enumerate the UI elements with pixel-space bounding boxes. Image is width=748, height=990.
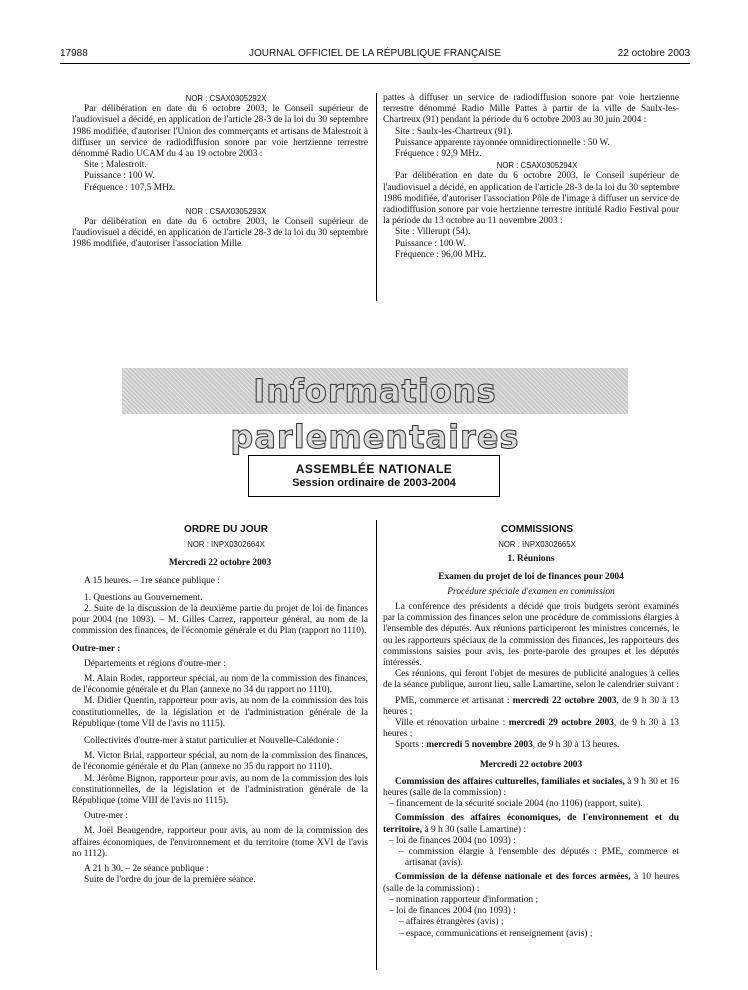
paragraph: La conférence des présidents a décidé que trois budgets seront examinés par la commission des finances selon une procédure de commissions élargies à l'ensemble des députés. Aux réunions participeront les ministres concernés, le ou les rapporteurs spéciaux de la commission des finances, les rapporteurs des commissions saisies pour avis, les porte-parole des groupes et les députés intéressés. — [383, 602, 679, 669]
commission-name: Commission des affaires économiques, de l'environnement et du territoire, — [383, 813, 679, 835]
schedule-budget: PME, commerce et artisanat : — [395, 695, 513, 706]
assembly-title: ASSEMBLÉE NATIONALE — [295, 462, 453, 476]
nor-reference: NOR : INPX0302665X — [498, 540, 576, 550]
commission-name: Commission de la défense nationale et des forces armées, — [395, 872, 631, 883]
seance-line: A 15 heures. – 1re séance publique : — [84, 575, 220, 586]
subheading: Outre-mer : — [72, 643, 121, 654]
puissance-line: Puissance : 100 W. — [395, 238, 466, 249]
commission-time: à 9 h 30 (salle Lamartine) : — [422, 824, 526, 835]
commission-item: – affaires étrangères (avis) ; — [399, 917, 504, 928]
commission-item: – commission élargie à l'ensemble des députés : PME, commerce et artisanat (avis). — [399, 847, 679, 869]
date-heading: Mercredi 22 octobre 2003 — [479, 759, 583, 770]
section-heading: COMMISSIONS — [500, 524, 574, 535]
page-number: 17988 — [60, 48, 88, 59]
section-heading: ORDRE DU JOUR — [184, 524, 268, 535]
commission-name: Commission des affaires culturelles, familiales et sociales, — [395, 776, 625, 787]
column-divider — [376, 93, 377, 301]
commission-item: – financement de la sécurité sociale 2004 (no 1106) (rapport, suite). — [389, 799, 643, 810]
commission-entry — [383, 777, 679, 799]
column-divider — [376, 520, 377, 970]
header-rule — [60, 63, 690, 64]
subsection-line: Outre-mer : — [84, 811, 128, 822]
commission-item: – loi de finances 2004 (no 1093) : — [389, 906, 516, 917]
commission-item: – espace, communications et renseignement (avis) ; — [399, 928, 593, 939]
paragraph: Ces réunions, qui feront l'objet de mesures de publicité analogues à celles de la séance publique, auront lieu, salle Lamartine, selon le calendrier suivant : — [383, 669, 679, 691]
site-line: Site : Villerupt (54). — [395, 227, 471, 238]
commission-item: – nomination rapporteur d'information ; — [389, 894, 539, 905]
subsection-heading: 1. Réunions — [507, 554, 555, 565]
agenda-item: 2. Suite de la discussion de la deuxième partie du projet de loi de finances pour 2004 (no 1093). – M. Gilles Carrez, rapporteur général, au nom de la commission des finances, de l'économie générale et du Plan (rapport no 1110). — [72, 604, 368, 637]
commission-item: – loi de finances 2004 (no 1093) : — [389, 835, 516, 846]
agenda-item: 1. Questions au Gouvernement. — [84, 592, 203, 603]
schedule-budget: Ville et rénovation urbaine : — [395, 718, 509, 729]
commission-time: à 9 h 30 et 16 heures (salle de la commission) : — [383, 776, 679, 799]
schedule-time: , de 9 h 30 à 13 heures ; — [383, 695, 679, 717]
commissions-column — [383, 524, 679, 940]
site-line: Site : Malestroit. — [84, 160, 147, 171]
schedule-line — [383, 718, 679, 740]
assembly-title-box — [248, 455, 500, 497]
commission-time: à 10 heures (salle de la commission) : — [383, 872, 679, 894]
examen-heading: Examen du projet de loi de finances pour 2004 — [438, 571, 624, 582]
rapporteur-entry: M. Victor Brial, rapporteur spécial, au nom de la commission des finances, de l'économie générale et du Plan (annexe no 35 du rapport no 1110). — [72, 751, 368, 773]
schedule-line — [383, 696, 679, 718]
procedure-heading: Procédure spéciale d'examen en commission — [447, 586, 615, 597]
date-heading: Mercredi 22 octobre 2003 — [168, 558, 272, 569]
frequence-line: Fréquence : 92,9 MHz. — [395, 149, 482, 160]
session-title: Session ordinaire de 2003-2004 — [292, 477, 456, 489]
seance-line: A 21 h 30. – 2e séance publique : — [84, 864, 209, 875]
section-banner: Informations parlementaires — [122, 368, 628, 414]
rapporteur-entry: M. Jérôme Bignon, rapporteur pour avis, au nom de la commission des lois constitutionnelles, de la législation et de l'administration générale de la République (tome VIII de l'avis no 1115). — [72, 773, 368, 807]
subsection-line: Départements et régions d'outre-mer : — [84, 658, 226, 669]
schedule-date: mercredi 5 novembre 2003 — [426, 740, 533, 751]
paragraph: Par délibération en date du 6 octobre 2003, le Conseil supérieur de l'audiovisuel a décidé, en application de l'article 28-3 de la loi du 30 septembre 1986 modifiée, d'autoriser l'association Mille — [72, 217, 368, 250]
agenda-item: Suite de l'ordre du jour de la première séance. — [84, 875, 256, 886]
top-left-column — [72, 93, 368, 251]
schedule-date: mercredi 29 octobre 2003 — [508, 718, 614, 729]
issue-date: 22 octobre 2003 — [617, 48, 690, 59]
subsection-line: Collectivités d'outre-mer à statut particulier et Nouvelle-Calédonie : — [84, 736, 339, 747]
paragraph: Par délibération en date du 6 octobre 2003, le Conseil supérieur de l'audiovisuel a décidé, en application de l'article 28-3 de la loi du 30 septembre 1986 modifiée, d'autoriser l'association Pôle de l'image à diffuser un service de radiodiffusion sonore par voie hertzienne terrestre intitulé Radio Festival pour la période du 13 octobre au 11 novembre 2003 : — [383, 171, 679, 227]
frequence-line: Fréquence : 96,00 MHz. — [395, 249, 487, 260]
commission-entry — [383, 813, 679, 835]
ordre-du-jour-column — [72, 524, 368, 886]
nor-reference: NOR : CSAX0305292X — [185, 94, 267, 103]
rapporteur-entry: M. Joël Beaugendre, rapporteur pour avis, au nom de la commission des affaires économiques, de l'environnement et du territoire (tome XVI de l'avis no 1112). — [72, 826, 368, 859]
nor-reference: NOR : CSAX0305294X — [496, 161, 578, 171]
journal-title: JOURNAL OFFICIEL DE LA RÉPUBLIQUE FRANÇAISE — [248, 48, 502, 59]
rapporteur-entry: M. Didier Quentin, rapporteur pour avis, au nom de la commission des lois constitutionnelles, de la législation et de l'administration générale de la République (tome VII de l'avis no 1115). — [72, 696, 368, 729]
paragraph: Par délibération en date du 6 octobre 2003, le Conseil supérieur de l'audiovisuel a décidé, en application de l'article 28-3 de la loi du 30 septembre 1986 modifiée, d'autoriser l'Union des commerçants et artisans de Malestroit à diffuser un service de radiodiffusion sonore par voie hertzienne terrestre dénommé Radio UCAM du 4 au 19 octobre 2003 : — [72, 104, 368, 160]
nor-reference: NOR : CSAX0305293X — [185, 206, 267, 216]
frequence-line: Fréquence : 107,5 MHz. — [84, 182, 176, 193]
nor-reference: NOR : INPX0302664X — [187, 540, 265, 550]
commission-entry — [383, 872, 679, 894]
paragraph: pattes à diffuser un service de radiodiffusion sonore par voie hertzienne terrestre dénommé Radio Mille Pattes à partir de la ville de Saulx-les-Chartreux (91) pendant la période du 6 octobre 2003 au 30 juin 2004 : — [383, 93, 679, 126]
schedule-time: , de 9 h 30 à 13 heures. — [532, 740, 620, 751]
schedule-budget: Sports : — [395, 740, 427, 751]
schedule-line — [383, 740, 679, 751]
puissance-line: Puissance : 100 W. — [84, 171, 155, 182]
schedule-date: mercredi 22 octobre 2003 — [512, 695, 617, 706]
schedule-time: , de 9 h 30 à 13 heures ; — [383, 718, 679, 740]
puissance-line: Puissance apparente rayonnée omnidirectionnelle : 50 W. — [395, 137, 610, 148]
top-right-column — [383, 93, 679, 261]
rapporteur-entry: M. Alain Rodet, rapporteur spécial, au nom de la commission des finances, de l'économie générale et du Plan (annexe no 34 du rapport no 1110). — [72, 674, 368, 696]
site-line: Site : Saulx-les-Chartreux (91). — [395, 126, 513, 137]
